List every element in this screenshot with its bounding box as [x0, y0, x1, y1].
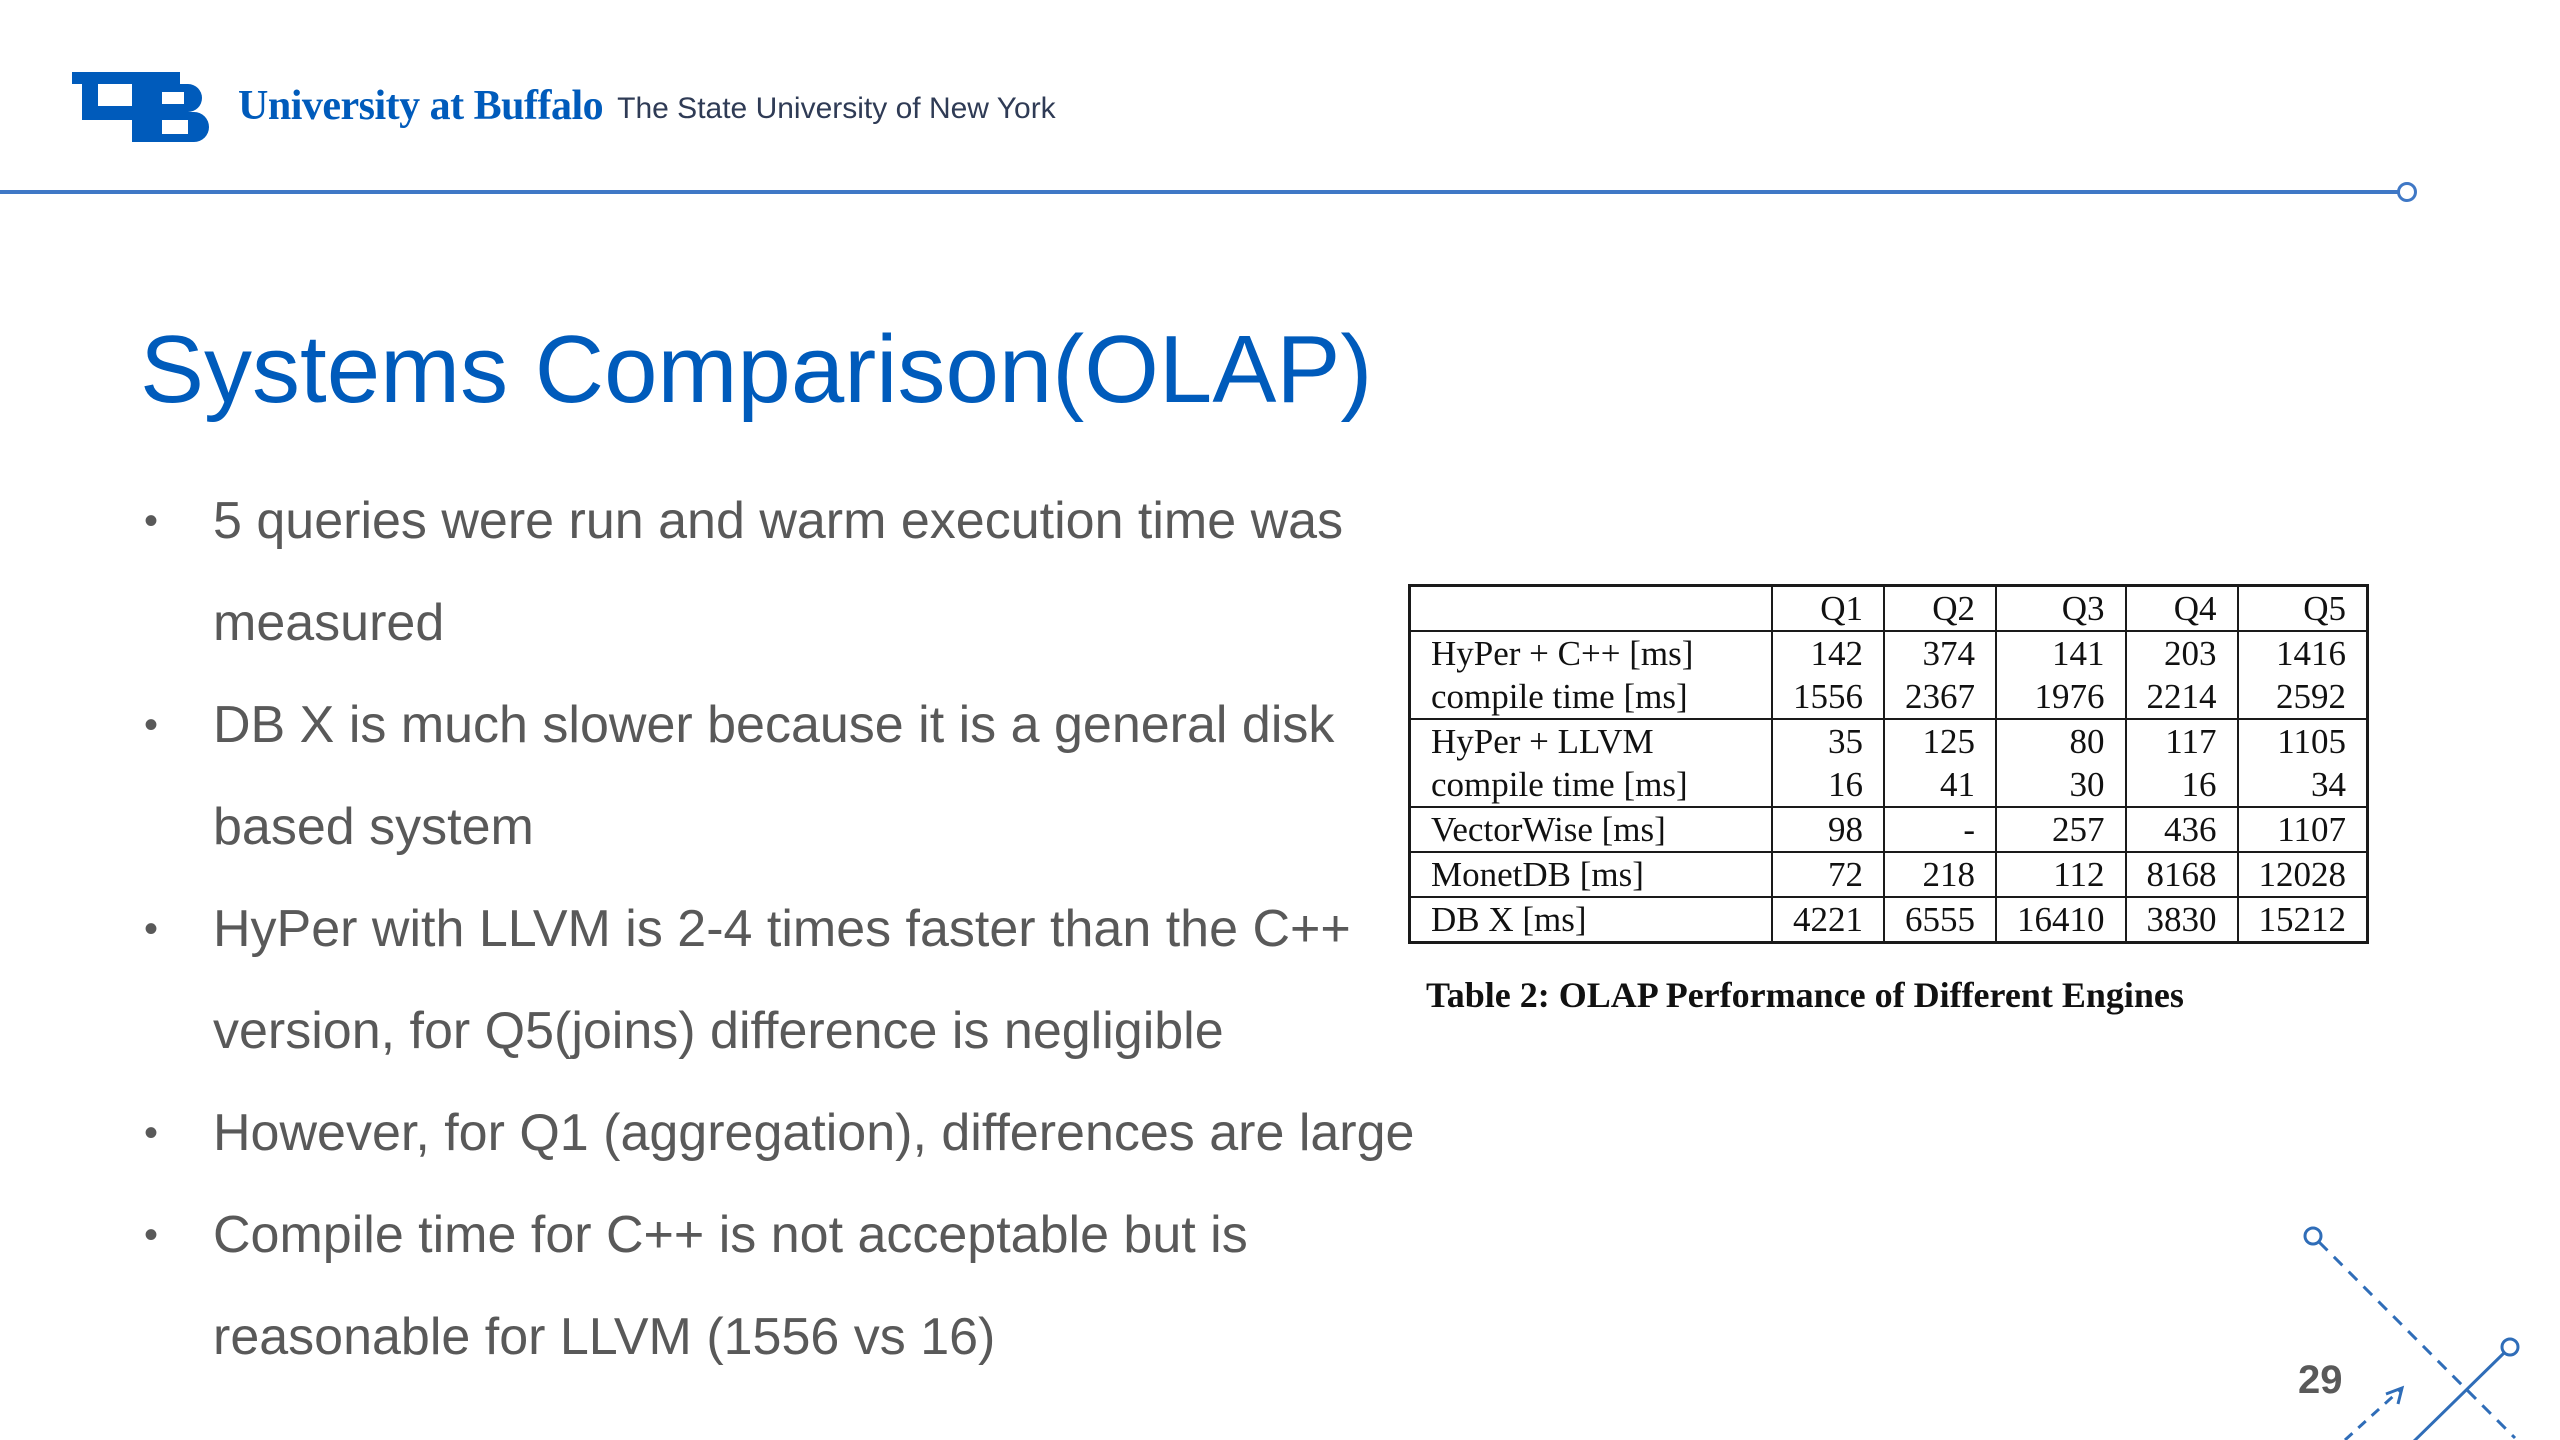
table-cell: 1107 [2238, 807, 2368, 852]
table-cell: 16 [1772, 763, 1884, 807]
bullet-dot-icon: • [144, 703, 159, 747]
header-divider [0, 190, 2408, 194]
bullet-dot-icon: • [144, 1111, 159, 1155]
table-row-label: HyPer + LLVM [1410, 719, 1773, 763]
table-cell: 374 [1884, 631, 1996, 675]
bullet-text: HyPer with LLVM is 2-4 times faster than the C++ version, for Q5(joins) difference is negligible [213, 900, 1351, 1060]
ub-logo-icon [72, 66, 224, 146]
olap-performance-table [1408, 584, 2369, 944]
table-cell: 125 [1884, 719, 1996, 763]
table-header-cell: Q3 [1996, 586, 2126, 632]
table-header-cell: Q5 [2238, 586, 2368, 632]
table-cell: 4221 [1772, 897, 1884, 943]
table-row [1410, 763, 2368, 807]
table-header-cell [1410, 586, 1773, 632]
table-row-label: VectorWise [ms] [1410, 807, 1773, 852]
table-row-label: compile time [ms] [1410, 675, 1773, 719]
table-cell: 16 [2126, 763, 2238, 807]
page-number: 29 [2298, 1358, 2343, 1402]
bullet-item [140, 878, 1430, 1082]
table-cell: 257 [1996, 807, 2126, 852]
table-row [1410, 719, 2368, 763]
slide-title: Systems Comparison(OLAP) [140, 316, 1373, 423]
table-row [1410, 631, 2368, 675]
table-row-label: compile time [ms] [1410, 763, 1773, 807]
bullet-item [140, 470, 1430, 674]
bullet-dot-icon: • [144, 1213, 159, 1257]
table-cell: 98 [1772, 807, 1884, 852]
table-cell: 2367 [1884, 675, 1996, 719]
bullet-item [140, 1082, 1430, 1184]
decorative-arrows-icon [2290, 1210, 2550, 1440]
divider-end-circle-icon [2397, 182, 2417, 202]
table-row-label: DB X [ms] [1410, 897, 1773, 943]
table-cell: 72 [1772, 852, 1884, 897]
table-cell: 3830 [2126, 897, 2238, 943]
table-cell: 112 [1996, 852, 2126, 897]
table-cell: 15212 [2238, 897, 2368, 943]
bullet-dot-icon: • [144, 499, 159, 543]
bullet-dot-icon: • [144, 907, 159, 951]
table-cell: 218 [1884, 852, 1996, 897]
table-cell: 12028 [2238, 852, 2368, 897]
table-header-cell: Q1 [1772, 586, 1884, 632]
bullet-text: 5 queries were run and warm execution time was measured [213, 492, 1344, 652]
table-header-row [1410, 586, 2368, 632]
table-cell: 2592 [2238, 675, 2368, 719]
table-cell: 141 [1996, 631, 2126, 675]
table-header-cell: Q2 [1884, 586, 1996, 632]
university-logo [72, 64, 1056, 148]
table-caption: Table 2: OLAP Performance of Different Engines [1426, 975, 2184, 1015]
table-cell: 34 [2238, 763, 2368, 807]
bullet-item [140, 1184, 1430, 1388]
table-header-cell: Q4 [2126, 586, 2238, 632]
table-row [1410, 852, 2368, 897]
logo-name: University at Buffalo [238, 83, 604, 129]
table-cell: 16410 [1996, 897, 2126, 943]
bullet-text: However, for Q1 (aggregation), differences are large [213, 1104, 1415, 1162]
table-cell: 1416 [2238, 631, 2368, 675]
table-row [1410, 807, 2368, 852]
bullet-text: Compile time for C++ is not acceptable but is reasonable for LLVM (1556 vs 16) [213, 1206, 1248, 1366]
bullet-text: DB X is much slower because it is a general disk based system [213, 696, 1335, 856]
table-cell: 203 [2126, 631, 2238, 675]
table-cell: 2214 [2126, 675, 2238, 719]
table-cell: 80 [1996, 719, 2126, 763]
table-cell: 1556 [1772, 675, 1884, 719]
table-row-label: MonetDB [ms] [1410, 852, 1773, 897]
table-cell: - [1884, 807, 1996, 852]
table-cell: 436 [2126, 807, 2238, 852]
table-cell: 117 [2126, 719, 2238, 763]
table-row [1410, 675, 2368, 719]
table-cell: 8168 [2126, 852, 2238, 897]
table-cell: 41 [1884, 763, 1996, 807]
table-cell: 1105 [2238, 719, 2368, 763]
table-row-label: HyPer + C++ [ms] [1410, 631, 1773, 675]
logo-subtitle: The State University of New York [617, 92, 1056, 125]
bullet-list [140, 470, 1430, 1388]
table-cell: 6555 [1884, 897, 1996, 943]
table-cell: 30 [1996, 763, 2126, 807]
table-cell: 1976 [1996, 675, 2126, 719]
table-cell: 142 [1772, 631, 1884, 675]
table-cell: 35 [1772, 719, 1884, 763]
table-row [1410, 897, 2368, 943]
bullet-item [140, 674, 1430, 878]
